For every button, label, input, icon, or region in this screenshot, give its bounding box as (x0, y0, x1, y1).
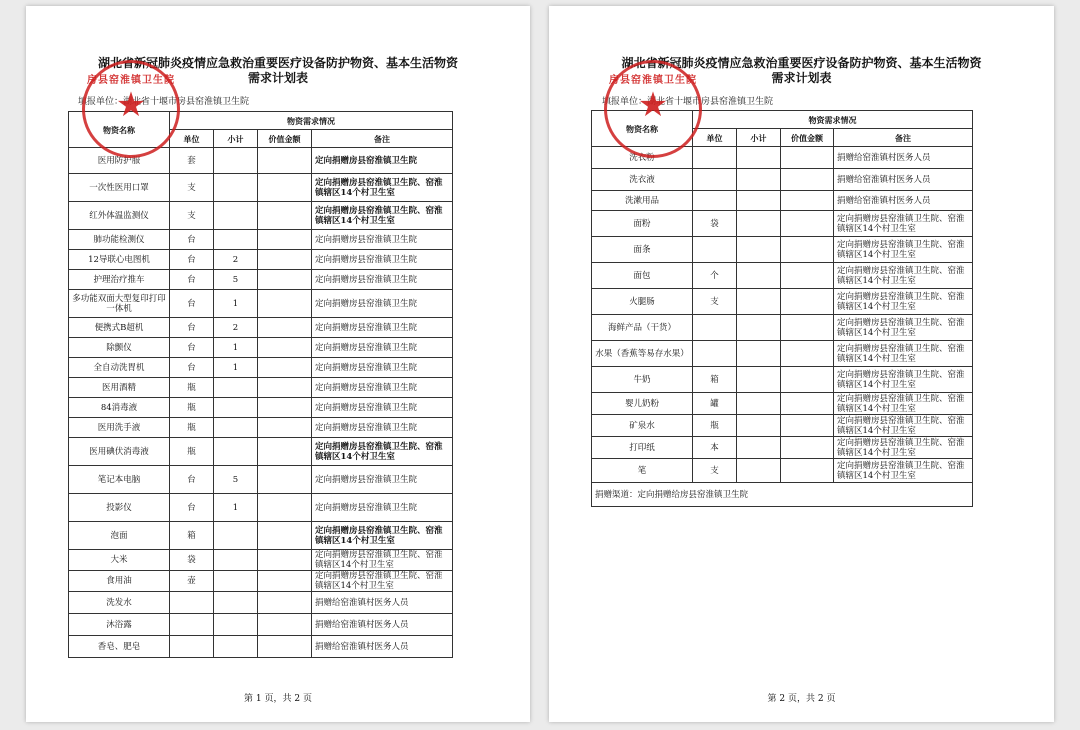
subtotal-cell (737, 393, 781, 415)
subtotal-cell: 2 (214, 250, 258, 270)
value-cell (781, 415, 834, 437)
document-page-2 (549, 6, 1054, 722)
subtotal-cell (737, 459, 781, 483)
note-cell: 定向捐赠房县窑淮镇卫生院 (312, 318, 453, 338)
item-name-cell: 洗衣液 (592, 169, 693, 191)
subtotal-cell (214, 592, 258, 614)
subtotal-cell: 1 (214, 494, 258, 522)
header-group: 物资需求情况 (170, 112, 453, 130)
unit-cell: 瓶 (170, 378, 214, 398)
table-row (592, 263, 973, 289)
subtotal-cell (737, 341, 781, 367)
title-line-2: 需求计划表 (247, 71, 308, 85)
unit-cell: 袋 (693, 211, 737, 237)
subtotal-cell (214, 202, 258, 230)
table-row (69, 230, 453, 250)
note-cell: 定向捐赠房县窑淮镇卫生院、窑淮镇辖区14个村卫生室 (834, 393, 973, 415)
item-name-cell: 火腿肠 (592, 289, 693, 315)
table-row (69, 250, 453, 270)
note-cell: 定向捐赠房县窑淮镇卫生院、窑淮镇辖区14个村卫生室 (834, 341, 973, 367)
subtotal-cell (214, 398, 258, 418)
header-unit: 单位 (693, 129, 737, 147)
unit-cell: 袋 (170, 550, 214, 571)
item-name-cell: 多功能双面大型复印打印一体机 (69, 290, 170, 318)
header-unit: 单位 (170, 130, 214, 148)
value-cell (258, 338, 312, 358)
table-row (69, 174, 453, 202)
value-cell (258, 550, 312, 571)
note-cell: 定向捐赠房县窑淮镇卫生院 (312, 148, 453, 174)
table-row (592, 315, 973, 341)
value-cell (258, 358, 312, 378)
unit-cell (693, 315, 737, 341)
note-cell: 定向捐赠房县窑淮镇卫生院、窑淮镇辖区14个村卫生室 (834, 437, 973, 459)
note-cell: 定向捐赠房县窑淮镇卫生院、窑淮镇辖区14个村卫生室 (834, 459, 973, 483)
value-cell (781, 191, 834, 211)
item-name-cell: 便携式B超机 (69, 318, 170, 338)
subtotal-cell (737, 367, 781, 393)
item-name-cell: 打印纸 (592, 437, 693, 459)
item-name-cell: 水果（香蕉等易存水果） (592, 341, 693, 367)
subtotal-cell (214, 418, 258, 438)
value-cell (258, 636, 312, 658)
table-row (69, 550, 453, 571)
note-cell: 定向捐赠房县窑淮镇卫生院 (312, 466, 453, 494)
value-cell (258, 378, 312, 398)
item-name-cell: 投影仪 (69, 494, 170, 522)
subtotal-cell (214, 636, 258, 658)
reporting-unit: 填报单位：湖北省十堰市房县窑淮镇卫生院 (78, 97, 250, 107)
header-item-name: 物资名称 (592, 111, 693, 147)
note-cell: 定向捐赠房县窑淮镇卫生院 (312, 230, 453, 250)
subtotal-cell: 1 (214, 290, 258, 318)
unit-cell (693, 237, 737, 263)
table-row (592, 459, 973, 483)
table-row (69, 522, 453, 550)
item-name-cell: 护理治疗推车 (69, 270, 170, 290)
item-name-cell: 12导联心电图机 (69, 250, 170, 270)
unit-cell: 罐 (693, 393, 737, 415)
subtotal-cell: 1 (214, 338, 258, 358)
unit-cell: 台 (170, 494, 214, 522)
note-cell: 捐赠给窑淮镇村医务人员 (834, 147, 973, 169)
value-cell (258, 592, 312, 614)
note-cell: 捐赠给窑淮镇村医务人员 (312, 614, 453, 636)
table-row (592, 191, 973, 211)
note-cell: 定向捐赠房县窑淮镇卫生院、窑淮镇辖区14个村卫生室 (312, 438, 453, 466)
unit-cell: 台 (170, 338, 214, 358)
subtotal-cell (214, 614, 258, 636)
value-cell (781, 211, 834, 237)
table-row (69, 466, 453, 494)
header-item-name: 物资名称 (69, 112, 170, 148)
note-cell: 定向捐赠房县窑淮镇卫生院、窑淮镇辖区14个村卫生室 (834, 211, 973, 237)
note-cell: 定向捐赠房县窑淮镇卫生院、窑淮镇辖区14个村卫生室 (834, 263, 973, 289)
subtotal-cell (737, 315, 781, 341)
unit-cell: 套 (170, 148, 214, 174)
subtotal-cell (214, 522, 258, 550)
value-cell (258, 466, 312, 494)
value-cell (258, 522, 312, 550)
page-number: 第 1 页，共 2 页 (244, 694, 312, 704)
unit-cell (693, 169, 737, 191)
value-cell (781, 341, 834, 367)
note-cell: 定向捐赠房县窑淮镇卫生院、窑淮镇辖区14个村卫生室 (312, 550, 453, 571)
note-cell: 捐赠给窑淮镇村医务人员 (312, 592, 453, 614)
subtotal-cell: 5 (214, 466, 258, 494)
unit-cell: 瓶 (170, 398, 214, 418)
value-cell (781, 169, 834, 191)
item-name-cell: 面包 (592, 263, 693, 289)
table-row (69, 592, 453, 614)
unit-cell: 台 (170, 230, 214, 250)
item-name-cell: 笔 (592, 459, 693, 483)
value-cell (781, 459, 834, 483)
value-cell (258, 398, 312, 418)
title-line-1: 湖北省新冠肺炎疫情应急救治重要医疗设备防护物资、基本生活物资 (97, 56, 458, 70)
table-row (69, 358, 453, 378)
table-row (69, 378, 453, 398)
note-cell: 捐赠给窑淮镇村医务人员 (834, 191, 973, 211)
donation-channel-note: 捐赠渠道：定向捐赠给房县窑淮镇卫生院 (592, 483, 973, 507)
seal-text: 房县窑淮镇卫生院 (87, 75, 175, 86)
item-name-cell: 沐浴露 (69, 614, 170, 636)
table-row (592, 237, 973, 263)
note-cell: 定向捐赠房县窑淮镇卫生院、窑淮镇辖区14个村卫生室 (834, 415, 973, 437)
item-name-cell: 笔记本电脑 (69, 466, 170, 494)
table-row (69, 418, 453, 438)
item-name-cell: 医用洗手液 (69, 418, 170, 438)
note-cell: 定向捐赠房县窑淮镇卫生院 (312, 358, 453, 378)
item-name-cell: 除颤仪 (69, 338, 170, 358)
donation-channel-row (592, 483, 973, 507)
value-cell (258, 571, 312, 592)
note-cell: 定向捐赠房县窑淮镇卫生院、窑淮镇辖区14个村卫生室 (834, 367, 973, 393)
value-cell (258, 250, 312, 270)
table-row (69, 202, 453, 230)
item-name-cell: 矿泉水 (592, 415, 693, 437)
subtotal-cell (737, 147, 781, 169)
unit-cell (693, 341, 737, 367)
note-cell: 定向捐赠房县窑淮镇卫生院 (312, 398, 453, 418)
item-name-cell: 医用酒精 (69, 378, 170, 398)
unit-cell (170, 614, 214, 636)
item-name-cell: 面条 (592, 237, 693, 263)
supply-table-page-1 (68, 111, 453, 658)
unit-cell: 本 (693, 437, 737, 459)
item-name-cell: 牛奶 (592, 367, 693, 393)
subtotal-cell (214, 174, 258, 202)
table-row (69, 290, 453, 318)
value-cell (258, 290, 312, 318)
subtotal-cell: 2 (214, 318, 258, 338)
unit-cell: 瓶 (693, 415, 737, 437)
note-cell: 定向捐赠房县窑淮镇卫生院 (312, 378, 453, 398)
subtotal-cell (737, 191, 781, 211)
unit-cell: 箱 (693, 367, 737, 393)
value-cell (258, 148, 312, 174)
table-row (592, 415, 973, 437)
item-name-cell: 洗漱用品 (592, 191, 693, 211)
subtotal-cell (737, 437, 781, 459)
note-cell: 定向捐赠房县窑淮镇卫生院、窑淮镇辖区14个村卫生室 (834, 289, 973, 315)
value-cell (258, 418, 312, 438)
unit-cell: 台 (170, 318, 214, 338)
subtotal-cell (737, 415, 781, 437)
value-cell (781, 315, 834, 341)
note-cell: 捐赠给窑淮镇村医务人员 (834, 169, 973, 191)
unit-cell: 壶 (170, 571, 214, 592)
header-note: 备注 (834, 129, 973, 147)
value-cell (258, 270, 312, 290)
value-cell (781, 367, 834, 393)
item-name-cell: 红外体温监测仪 (69, 202, 170, 230)
item-name-cell: 婴儿奶粉 (592, 393, 693, 415)
item-name-cell: 全自动洗胃机 (69, 358, 170, 378)
seal-text: 房县窑淮镇卫生院 (609, 75, 697, 86)
subtotal-cell (737, 263, 781, 289)
value-cell (781, 437, 834, 459)
header-note: 备注 (312, 130, 453, 148)
unit-cell (170, 636, 214, 658)
subtotal-cell (214, 378, 258, 398)
table-row (69, 438, 453, 466)
item-name-cell: 海鲜产品（干货） (592, 315, 693, 341)
item-name-cell: 香皂、肥皂 (69, 636, 170, 658)
item-name-cell: 医用碘伏消毒液 (69, 438, 170, 466)
header-subtotal: 小计 (737, 129, 781, 147)
star-icon: ★ (115, 85, 147, 125)
table-row (69, 318, 453, 338)
note-cell: 定向捐赠房县窑淮镇卫生院 (312, 418, 453, 438)
subtotal-cell (737, 169, 781, 191)
unit-cell: 瓶 (170, 438, 214, 466)
subtotal-cell: 5 (214, 270, 258, 290)
note-cell: 定向捐赠房县窑淮镇卫生院、窑淮镇辖区14个村卫生室 (312, 522, 453, 550)
table-row (592, 393, 973, 415)
supply-table-page-2 (591, 110, 973, 507)
table-row (592, 437, 973, 459)
note-cell: 定向捐赠房县窑淮镇卫生院、窑淮镇辖区14个村卫生室 (312, 571, 453, 592)
item-name-cell: 泡面 (69, 522, 170, 550)
document-page-1 (26, 6, 530, 722)
value-cell (781, 289, 834, 315)
unit-cell: 瓶 (170, 418, 214, 438)
table-row (592, 169, 973, 191)
unit-cell: 台 (170, 270, 214, 290)
value-cell (258, 174, 312, 202)
unit-cell: 支 (170, 174, 214, 202)
unit-cell: 台 (170, 358, 214, 378)
table-row (69, 614, 453, 636)
title-line-2: 需求计划表 (771, 71, 832, 85)
subtotal-cell (214, 230, 258, 250)
note-cell: 定向捐赠房县窑淮镇卫生院 (312, 494, 453, 522)
subtotal-cell (214, 438, 258, 466)
red-official-seal (604, 60, 702, 158)
table-row (69, 636, 453, 658)
note-cell: 定向捐赠房县窑淮镇卫生院 (312, 290, 453, 318)
value-cell (258, 202, 312, 230)
subtotal-cell (214, 571, 258, 592)
table-row (69, 338, 453, 358)
unit-cell: 个 (693, 263, 737, 289)
item-name-cell: 大米 (69, 550, 170, 571)
value-cell (781, 237, 834, 263)
star-icon: ★ (637, 85, 669, 125)
unit-cell: 支 (693, 459, 737, 483)
item-name-cell: 食用油 (69, 571, 170, 592)
note-cell: 定向捐赠房县窑淮镇卫生院 (312, 338, 453, 358)
header-value: 价值金额 (258, 130, 312, 148)
unit-cell: 支 (170, 202, 214, 230)
item-name-cell: 面粉 (592, 211, 693, 237)
unit-cell: 箱 (170, 522, 214, 550)
value-cell (258, 614, 312, 636)
item-name-cell: 一次性医用口罩 (69, 174, 170, 202)
item-name-cell: 洗衣粉 (592, 147, 693, 169)
note-cell: 定向捐赠房县窑淮镇卫生院、窑淮镇辖区14个村卫生室 (834, 315, 973, 341)
subtotal-cell (214, 148, 258, 174)
value-cell (258, 494, 312, 522)
note-cell: 定向捐赠房县窑淮镇卫生院、窑淮镇辖区14个村卫生室 (312, 174, 453, 202)
note-cell: 定向捐赠房县窑淮镇卫生院、窑淮镇辖区14个村卫生室 (312, 202, 453, 230)
note-cell: 定向捐赠房县窑淮镇卫生院 (312, 250, 453, 270)
header-value: 价值金额 (781, 129, 834, 147)
note-cell: 捐赠给窑淮镇村医务人员 (312, 636, 453, 658)
table-row (69, 270, 453, 290)
value-cell (781, 147, 834, 169)
subtotal-cell (737, 289, 781, 315)
table-row (592, 367, 973, 393)
unit-cell: 支 (693, 289, 737, 315)
unit-cell: 台 (170, 250, 214, 270)
header-subtotal: 小计 (214, 130, 258, 148)
item-name-cell: 肺功能检测仪 (69, 230, 170, 250)
unit-cell: 台 (170, 466, 214, 494)
subtotal-cell (737, 211, 781, 237)
item-name-cell: 洗发水 (69, 592, 170, 614)
title-line-1: 湖北省新冠肺炎疫情应急救治重要医疗设备防护物资、基本生活物资 (621, 56, 982, 70)
page-number: 第 2 页，共 2 页 (767, 694, 836, 704)
subtotal-cell: 1 (214, 358, 258, 378)
value-cell (258, 438, 312, 466)
table-row (69, 398, 453, 418)
item-name-cell: 84消毒液 (69, 398, 170, 418)
value-cell (258, 318, 312, 338)
subtotal-cell (737, 237, 781, 263)
table-row (592, 289, 973, 315)
red-official-seal (82, 60, 180, 158)
subtotal-cell (214, 550, 258, 571)
table-row (69, 494, 453, 522)
unit-cell (170, 592, 214, 614)
unit-cell: 台 (170, 290, 214, 318)
note-cell: 定向捐赠房县窑淮镇卫生院 (312, 270, 453, 290)
value-cell (781, 393, 834, 415)
table-row (592, 211, 973, 237)
header-group: 物资需求情况 (693, 111, 973, 129)
reporting-unit: 填报单位：湖北省十堰市房县窑淮镇卫生院 (602, 97, 774, 107)
table-row (69, 571, 453, 592)
unit-cell (693, 191, 737, 211)
table-row (592, 341, 973, 367)
item-name-cell: 医用防护服 (69, 148, 170, 174)
note-cell: 定向捐赠房县窑淮镇卫生院、窑淮镇辖区14个村卫生室 (834, 237, 973, 263)
value-cell (258, 230, 312, 250)
unit-cell (693, 147, 737, 169)
value-cell (781, 263, 834, 289)
